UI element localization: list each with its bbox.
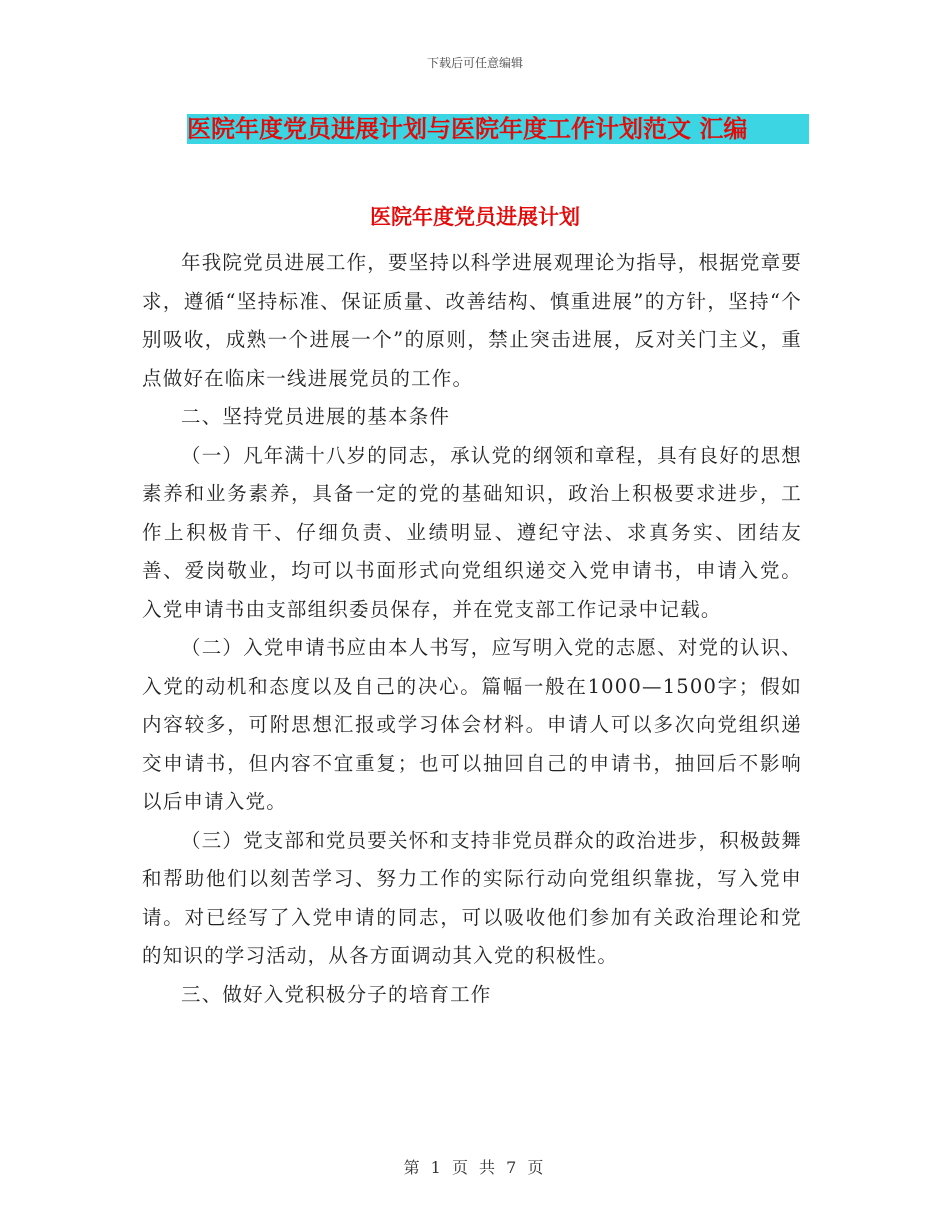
document-body: [142, 244, 802, 1014]
paragraph-item-2: （二）入党申请书应由本人书写，应写明入党的志愿、对党的认识、入党的动机和态度以及自己的决心。篇幅一般在1000—1500字；假如内容较多，可附思想汇报或学习体会材料。申请人可以多次向党组织递交申请书，但内容不宜重复；也可以抽回自己的申请书，抽回后不影响以后申请入党。: [142, 636, 803, 813]
paragraph-item-1: （一）凡年满十八岁的同志，承认党的纲领和章程，具有良好的思想素养和业务素养，具备一定的党的基础知识，政治上积极要求进步，工作上积极肯干、仔细负责、业绩明显、遵纪守法、求真务实、团结友善、爱岗敬业，均可以书面形式向党组织递交入党申请书，申请入党。入党申请书由支部组织委员保存，并在党支部工作记录中记载。: [142, 443, 803, 621]
header-note: 下载后可任意编辑: [426, 56, 523, 70]
document-main-title: 医院年度党员进展计划与医院年度工作计划范文 汇编: [187, 114, 809, 144]
paragraph-intro: 年我院党员进展工作，要坚持以科学进展观理论为指导，根据党章要求，遵循“坚持标准、保证质量、改善结构、慎重进展”的方针，坚持“个别吸收，成熟一个进展一个”的原则，禁止突击进展，反对关门主义，重点做好在临床一线进展党员的工作。: [142, 251, 803, 390]
paragraph-heading-3: 三、做好入党积极分子的培育工作: [181, 982, 492, 1006]
paragraph-item-3: （三）党支部和党员要关怀和支持非党员群众的政治进步，积极鼓舞和帮助他们以刻苦学习、努力工作的实际行动向党组织靠拢，写入党申请。对已经写了入党申请的同志，可以吸收他们参加有关政治理论和党的知识的学习活动，从各方面调动其入党的积极性。: [142, 828, 803, 967]
page-number-footer: 第 1 页 共 7 页: [403, 1158, 547, 1177]
section-title: 医院年度党员进展计划: [370, 204, 580, 229]
paragraph-heading-2: 二、坚持党员进展的基本条件: [181, 405, 451, 428]
